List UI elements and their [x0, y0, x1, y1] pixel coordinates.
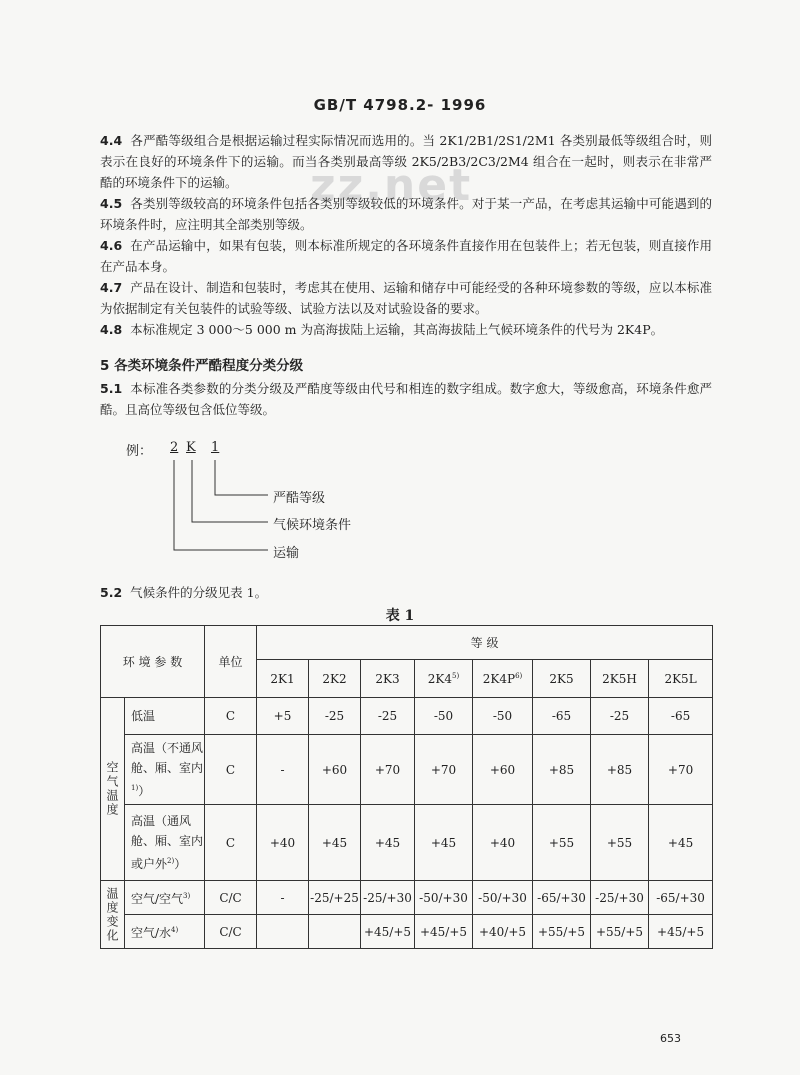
value-cell: [309, 915, 361, 949]
value-cell: +45/+5: [361, 915, 415, 949]
example-char-1: 1: [211, 440, 220, 455]
unit-cell: C/C: [205, 881, 257, 915]
grade-cell: $2K4P^{6)}$: [473, 660, 533, 698]
value-cell: +40/+5: [473, 915, 533, 949]
value-cell: +45: [415, 805, 473, 881]
row-name: 空气/空气$^{3)}$: [125, 881, 205, 915]
grade-header: 等 级: [257, 626, 713, 660]
value-cell: +70: [361, 735, 415, 805]
value-cell: +70: [649, 735, 713, 805]
value-cell: -: [257, 881, 309, 915]
table-caption: 表 1: [385, 608, 415, 624]
paragraph-5-2: 5.2 气候条件的分级见表 1。: [100, 585, 268, 600]
value-cell: [257, 915, 309, 949]
value-cell: -50/+30: [415, 881, 473, 915]
section-5-title: 5 各类环境条件严酷程度分类分级: [100, 358, 304, 374]
value-cell: -25/+30: [361, 881, 415, 915]
grade-cell: 2K5L: [649, 660, 713, 698]
table-row: [101, 915, 713, 949]
watermark: zz.net: [310, 160, 473, 211]
value-cell: +40: [257, 805, 309, 881]
param-header: 环 境 参 数: [101, 626, 205, 698]
value-cell: -25/+30: [591, 881, 649, 915]
value-cell: +85: [591, 735, 649, 805]
example-char-2: 2: [170, 440, 179, 455]
unit-header: 单位: [205, 626, 257, 698]
paragraph-4-7: 4.7 产品在设计、制造和包装时，考虑其在使用、运输和储存中可能经受的各种环境参数的等级，应以本标准为依据制定有关包装件的试验等级、试验方法以及对试验设备的要求。: [100, 280, 712, 316]
value-cell: -50: [473, 698, 533, 735]
value-cell: -65: [533, 698, 591, 735]
table-header-row-1: [101, 626, 713, 660]
table-row: [101, 698, 713, 735]
grade-cell: 2K5: [533, 660, 591, 698]
value-cell: -50/+30: [473, 881, 533, 915]
unit-cell: C/C: [205, 915, 257, 949]
value-cell: +60: [473, 735, 533, 805]
value-cell: +55/+5: [533, 915, 591, 949]
value-cell: +5: [257, 698, 309, 735]
example-label-transport: 运输: [273, 546, 300, 561]
group-temperature-change: 温度变化: [101, 881, 125, 949]
value-cell: +40: [473, 805, 533, 881]
value-cell: +85: [533, 735, 591, 805]
table-row: [101, 805, 713, 881]
value-cell: +45/+5: [415, 915, 473, 949]
value-cell: -65/+30: [649, 881, 713, 915]
grade-cell: 2K4$^{5)}$: [415, 660, 473, 698]
grade-cell: 2K3: [361, 660, 415, 698]
paragraph-5-1: 5.1 本标准各类参数的分类分级及严酷度等级由代号和相连的数字组成。数字愈大，等级愈高，环境条件愈严酷。且高位等级包含低位等级。: [100, 381, 712, 417]
paragraph-4-8: 4.8 本标准规定 3 000～5 000 m 为高海拔陆上运输，其高海拔陆上气候环境条件的代号为 2K4P。: [100, 322, 664, 337]
paragraph-4-6: 4.6 在产品运输中，如果有包装，则本标准所规定的各环境条件直接作用在包装件上；若无包装，则直接作用在产品本身。: [100, 238, 712, 274]
example-label-climate: 气候环境条件: [273, 518, 352, 533]
unit-cell: C: [205, 698, 257, 735]
row-name: 高温（通风舱、厢、室内或户外$^{2)}$）: [125, 805, 205, 881]
example-label-severity: 严酷等级: [273, 491, 326, 506]
value-cell: +70: [415, 735, 473, 805]
value-cell: +55: [533, 805, 591, 881]
row-name: 空气/水$^{4)}$: [125, 915, 205, 949]
value-cell: +45: [649, 805, 713, 881]
climate-classification-table: [100, 625, 713, 949]
value-cell: -25: [591, 698, 649, 735]
value-cell: +45: [361, 805, 415, 881]
value-cell: +45/+5: [649, 915, 713, 949]
value-cell: -25/+25: [309, 881, 361, 915]
paragraph-4-5: 4.5 各类别等级较高的环境条件包括各类别等级较低的环境条件。对于某一产品，在考虑其运输中可能遇到的环境条件时，应注明其全部类别等级。: [100, 196, 712, 232]
paragraph-4-4: 4.4 各严酷等级组合是根据运输过程实际情况而选用的。当 2K1/2B1/2S1/2M1 各类别最低等级组合时，则表示在良好的环境条件下的运输。而当各类别最高等级 2K5/2B3/2C3/2M4 组合在一起时，则表示在非常严酷的环境条件下的运输。: [100, 133, 712, 190]
grade-cell: 2K1: [257, 660, 309, 698]
example-char-k: K: [186, 440, 196, 455]
table-row: [101, 881, 713, 915]
page-header: GB/T 4798.2- 1996: [313, 96, 487, 114]
value-cell: -65/+30: [533, 881, 591, 915]
value-cell: -50: [415, 698, 473, 735]
unit-cell: C: [205, 735, 257, 805]
page-number: 653: [660, 1032, 681, 1045]
value-cell: +45: [309, 805, 361, 881]
value-cell: -25: [361, 698, 415, 735]
value-cell: +55/+5: [591, 915, 649, 949]
table-row: [101, 735, 713, 805]
group-air-temperature: 空气温度: [101, 698, 125, 881]
row-name: 高温（不通风舱、厢、室内$^{1)}$）: [125, 735, 205, 805]
row-name: 低温: [125, 698, 205, 735]
value-cell: -65: [649, 698, 713, 735]
grade-cell: 2K2: [309, 660, 361, 698]
value-cell: -: [257, 735, 309, 805]
value-cell: +55: [591, 805, 649, 881]
unit-cell: C: [205, 805, 257, 881]
value-cell: +60: [309, 735, 361, 805]
example-label: 例：: [126, 444, 153, 459]
grade-cell: 2K5H: [591, 660, 649, 698]
value-cell: -25: [309, 698, 361, 735]
